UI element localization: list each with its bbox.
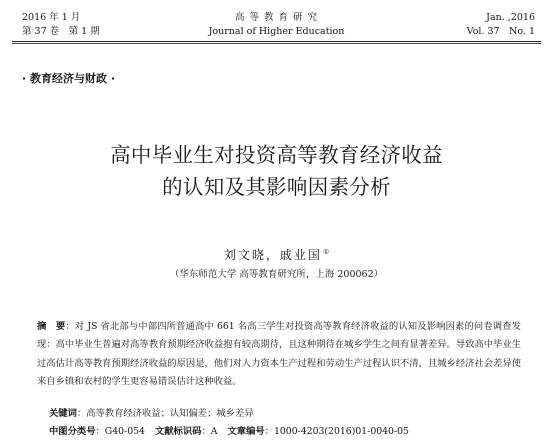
header-rule-thin (12, 43, 541, 44)
article-number-label: 文章编号 (227, 426, 265, 437)
section-label: · 教育经济与财政 · (22, 72, 116, 85)
doc-code-value: ：A (201, 426, 218, 437)
article-number-value: ：1000-4203(2016)01-0040-05 (264, 426, 409, 437)
header-volume-en: Vol. 37 No. 1 (466, 26, 535, 37)
abstract-label: 摘 要 (37, 321, 66, 332)
header-rule (12, 41, 541, 42)
keywords (49, 405, 254, 419)
clc-value: ：G40-054 (95, 426, 145, 437)
header-journal-en: Journal of Higher Education (208, 26, 345, 37)
classification-line (49, 423, 409, 437)
header-volume-cn: 第 37 卷 第 1 期 (22, 26, 100, 37)
header-date-cn: 2016 年 1 月 (22, 12, 81, 23)
title-line-1: 高中毕业生对投资高等教育经济收益 (110, 143, 443, 167)
header-journal-cn: 高 等 教 育 研 究 (234, 12, 319, 23)
authors (0, 246, 553, 263)
abstract-text: ：对 JS 省北部与中部四所普通高中 661 名高三学生对投资高等教育经济收益的认知及影响因素的问卷调查发现：高中毕业生普遍对高等教育预期经济收益抱有较高期待，且这种期待在城乡学生之间有显著差异。导致高中毕业生过高估计高等教育预期经济收益的原因是，他们对人力资本生产过程和劳动生产过程认识不清，且城乡经济社会差异使来自乡镇和农村的学生更容易错误估计这种收益。 (37, 321, 521, 387)
keywords-label: 关键词 (49, 408, 77, 419)
author-footnote-mark: ① (322, 248, 330, 256)
clc-label: 中图分类号 (49, 426, 96, 437)
doc-code-label: 文献标识码 (154, 426, 202, 437)
title-line-2: 的认知及其影响因素分析 (162, 175, 391, 199)
affiliation: （华东师范大学 高等教育研究所，上海 200062） (169, 269, 384, 280)
author-names: 刘文晓，戚业国 (223, 248, 322, 262)
abstract (37, 318, 521, 391)
header-date-en: Jan. ,2016 (486, 12, 535, 23)
keywords-text: ：高等教育经济收益；认知偏差；城乡差异 (76, 408, 254, 419)
